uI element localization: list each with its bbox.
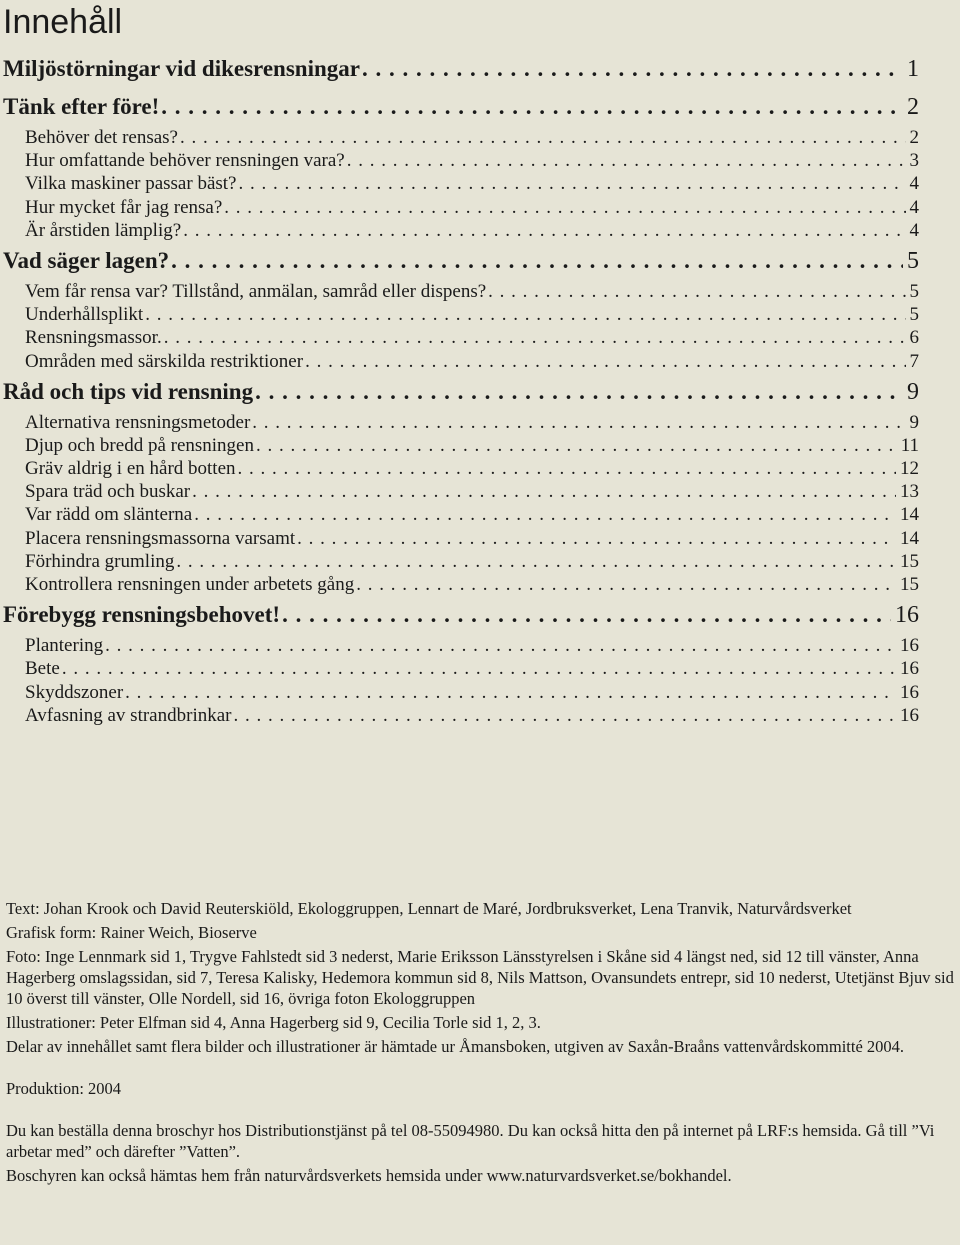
toc-entry-label: Vad säger lagen? <box>3 247 170 273</box>
toc-section-heading <box>3 50 919 88</box>
toc-entry-label: Placera rensningsmassorna varsamt <box>25 527 296 549</box>
toc-entry <box>3 681 919 704</box>
toc-entry <box>3 457 919 480</box>
toc-page-number: 4 <box>909 219 919 241</box>
toc-entry <box>3 303 919 326</box>
toc-entry <box>3 326 919 349</box>
credits-photo: Foto: Inge Lennmark sid 1, Trygve Fahlstedt sid 3 nederst, Marie Eriksson Länsstyrelsen i Skåne sid 4 längst ned, sid 12 till vänster, Anna Hagerberg omslagssidan, sid 7, Teresa Kalisky, Hedemora kommun sid 8, Nils Mattson, Ovansundets entrepr, sid 10 nederst, Utetjänst Bjuv sid 10 överst till vänster, Olle Nordell, sid 16, övriga foton Ekologgruppen <box>6 947 954 1008</box>
toc-leader-dots <box>143 303 905 326</box>
toc-section-heading <box>3 88 919 126</box>
toc-entry-label: Alternativa rensningsmetoder <box>25 411 251 433</box>
toc-entry <box>3 634 919 657</box>
toc-page-number: 9 <box>909 411 919 433</box>
toc-leader-dots <box>250 411 905 434</box>
toc-leader-dots <box>123 681 896 704</box>
toc-page-number: 9 <box>907 378 919 405</box>
credits-graphic-design: Grafisk form: Rainer Weich, Bioserve <box>6 923 257 942</box>
toc-page-number: 16 <box>895 602 919 629</box>
toc-entry-label: Vilka maskiner passar bäst? <box>25 173 237 195</box>
toc-entry <box>3 172 919 195</box>
toc-leader-dots <box>103 634 896 657</box>
toc-leader-dots <box>169 242 903 280</box>
toc-entry <box>3 350 919 373</box>
toc-page-number: 16 <box>900 704 919 726</box>
toc-entry-label: Bete <box>25 658 60 680</box>
toc-leader-dots <box>178 126 906 149</box>
toc-entry-label: Var rädd om slänterna <box>25 504 193 526</box>
toc-entry-label: Plantering <box>25 635 104 657</box>
toc-leader-dots <box>295 527 896 550</box>
toc-entry <box>3 411 919 434</box>
toc-leader-dots <box>280 596 891 634</box>
credits-download: Boschyren kan också hämtas hem från naturvårdsverkets hemsida under www.naturvardsverket.se/bokhandel. <box>6 1166 732 1185</box>
toc-entry <box>3 573 919 596</box>
credits-section <box>6 898 956 1189</box>
toc-section-heading <box>3 373 919 411</box>
toc-leader-dots <box>192 503 896 526</box>
credits-ordering: Du kan beställa denna broschyr hos Distributionstjänst på tel 08-55094980. Du kan också hitta den på internet på LRF:s hemsida. Gå till ”Vi arbetar med” och därefter ”Vatten”. <box>6 1121 935 1161</box>
toc-page-number: 5 <box>909 280 919 302</box>
toc-leader-dots <box>236 457 896 480</box>
toc-entry-label: Djup och bredd på rensningen <box>25 434 254 456</box>
toc-entry <box>3 704 919 727</box>
toc-leader-dots <box>174 550 896 573</box>
toc-leader-dots <box>360 50 903 88</box>
toc-entry-label: Behöver det rensas? <box>25 127 178 148</box>
toc-entry <box>3 503 919 526</box>
toc-page-number: 1 <box>907 56 919 82</box>
toc-leader-dots <box>181 219 905 242</box>
toc-entry-label: Tänk efter före! <box>3 94 160 119</box>
toc-page-number: 15 <box>900 550 919 572</box>
toc-leader-dots <box>303 350 905 373</box>
toc-entry-label: Förhindra grumling <box>25 550 175 572</box>
toc-entry <box>3 480 919 503</box>
toc-page-number: 4 <box>909 173 919 195</box>
toc-entry <box>3 280 919 303</box>
toc-section-heading <box>3 596 919 634</box>
credits-text: Text: Johan Krook och David Reuterskiöld, Ekologgruppen, Lennart de Maré, Jordbruksverket, Lena Tranvik, Naturvårdsverket <box>6 899 852 918</box>
toc-page-number: 13 <box>900 481 919 503</box>
toc-entry-label: Områden med särskilda restriktioner <box>25 350 304 372</box>
toc-entry-label: Förebygg rensningsbehovet! <box>3 602 281 628</box>
toc-leader-dots <box>237 172 906 195</box>
toc-leader-dots <box>486 280 905 303</box>
toc-entry-label: Kontrollera rensningen under arbetets gång <box>25 574 355 595</box>
toc-leader-dots <box>345 149 906 172</box>
toc-entry <box>3 657 919 680</box>
toc-entry-label: Spara träd och buskar <box>25 481 191 503</box>
toc-entry-label: Är årstiden lämplig? <box>25 219 182 241</box>
toc-page-number: 2 <box>907 94 919 120</box>
credits-illustrations: Illustrationer: Peter Elfman sid 4, Anna Hagerberg sid 9, Cecilia Torle sid 1, 2, 3. <box>6 1013 541 1032</box>
toc-leader-dots <box>253 373 903 411</box>
toc-entry-label: Vem får rensa var? Tillstånd, anmälan, samråd eller dispens? <box>25 280 487 302</box>
toc-leader-dots <box>231 704 896 727</box>
toc-section-heading <box>3 242 919 280</box>
toc-page-number: 6 <box>909 327 919 349</box>
credits-source: Delar av innehållet samt flera bilder och illustrationer är hämtade ur Åmansboken, utgiven av Saxån-Braåns vattenvårdskommitté 2004. <box>6 1037 905 1056</box>
toc-entry-label: Hur mycket får jag rensa? <box>25 196 223 218</box>
toc-entry <box>3 527 919 550</box>
toc-leader-dots <box>222 196 905 219</box>
toc-page-number: 5 <box>909 304 919 326</box>
toc-page-number: 7 <box>909 350 919 372</box>
toc-entry-label: Miljöstörningar vid dikesrensningar <box>3 56 360 81</box>
toc-entry-label: Rensningsmassor. <box>25 327 162 349</box>
toc-entry <box>3 126 919 149</box>
toc-leader-dots <box>354 573 896 596</box>
toc-page-number: 3 <box>909 150 919 172</box>
toc-page-number: 11 <box>900 434 919 456</box>
toc-leader-dots <box>254 434 897 457</box>
toc-entry-label: Råd och tips vid rensning <box>3 378 254 404</box>
toc-entry <box>3 196 919 219</box>
toc-page-number: 16 <box>900 635 919 657</box>
credits-production: Produktion: 2004 <box>6 1079 122 1098</box>
toc-leader-dots <box>159 88 903 126</box>
toc-leader-dots <box>60 657 896 680</box>
toc-page-number: 16 <box>900 658 919 680</box>
toc-page-number: 12 <box>900 458 919 480</box>
toc-page-number: 14 <box>900 527 919 549</box>
toc-entry <box>3 434 919 457</box>
toc-page-number: 14 <box>900 504 919 526</box>
page-title: Innehåll <box>3 3 123 41</box>
toc-entry <box>3 219 919 242</box>
toc-entry-label: Gräv aldrig i en hård botten <box>25 458 236 480</box>
toc-entry-label: Avfasning av strandbrinkar <box>25 704 232 726</box>
toc-entry-label: Hur omfattande behöver rensningen vara? <box>25 150 345 172</box>
table-of-contents <box>3 50 919 727</box>
toc-entry-label: Skyddszoner <box>25 681 124 703</box>
toc-page-number: 4 <box>909 196 919 218</box>
toc-page-number: 16 <box>900 681 919 703</box>
toc-entry-label: Underhållsplikt <box>25 304 144 326</box>
toc-page-number: 5 <box>907 247 919 274</box>
toc-entry <box>3 149 919 172</box>
toc-leader-dots <box>162 326 906 349</box>
toc-entry <box>3 550 919 573</box>
toc-page-number: 15 <box>900 574 919 595</box>
toc-leader-dots <box>190 480 896 503</box>
toc-page-number: 2 <box>909 127 919 148</box>
